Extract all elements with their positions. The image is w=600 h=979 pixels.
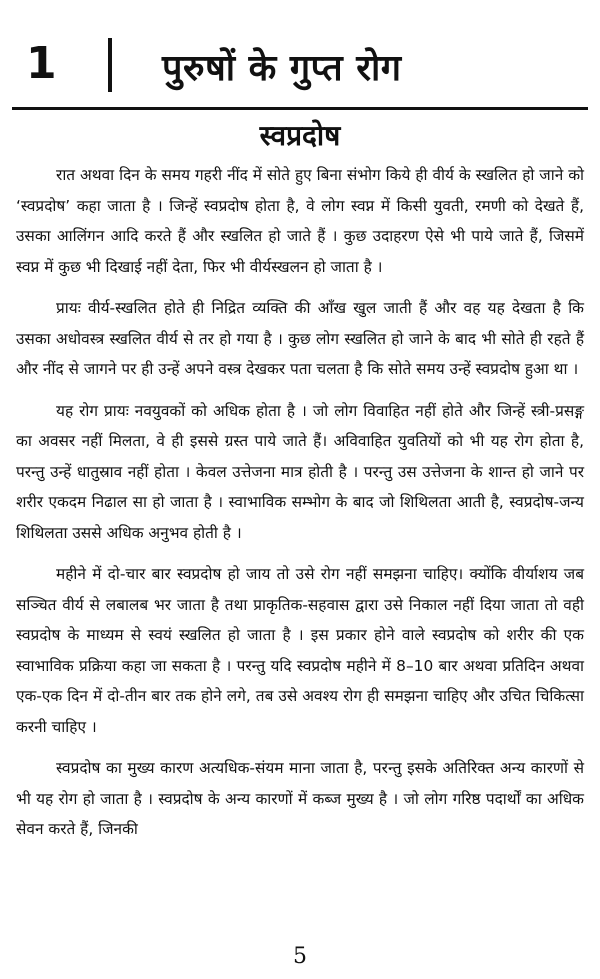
paragraph: स्वप्रदोष का मुख्य कारण अत्यधिक-संयम माना जाता है, परन्तु इसके अतिरिक्त अन्य कारणों से भी यह रोग हो जाता है । स्वप्रदोष के अन्य कारणों में कब्ज मुख्य है । जो लोग गरिष्ठ पदार्थों का अधिक सेवन करते हैं, जिनकी [16, 759, 584, 838]
chapter-header [12, 28, 588, 108]
header-rule [12, 107, 588, 110]
page-number: 5 [293, 944, 307, 969]
chapter-number: 1 [26, 38, 57, 89]
paragraph: रात अथवा दिन के समय गहरी नींद में सोते हुए बिना संभोग किये ही वीर्य के स्खलित हो जाने को ‘स्वप्रदोष’ कहा जाता है । जिन्हें स्वप्रदोष होता है, वे लोग स्वप्न में किसी युवती, रमणी को देखते हैं, उसका आलिंगन आदि करते हैं और स्खलित हो जाते हैं । कुछ उदाहरण ऐसे भी पाये जाते हैं, जिसमें स्वप्न में कुछ भी दिखाई नहीं देता, फिर भी वीर्यस्खलन हो जाता है । [16, 166, 584, 276]
paragraph: प्रायः वीर्य-स्खलित होते ही निद्रित व्यक्ति की आँख खुल जाती हैं और वह यह देखता है कि उसका अधोवस्त्र स्खलित वीर्य से तर हो गया है । कुछ लोग स्खलित हो जाने के बाद भी सोते ही रहते हैं और नींद से जागने पर ही उन्हें अपने वस्त्र देखकर पता चलता है कि सोते समय उन्हें स्वप्रदोष हुआ था । [16, 299, 584, 378]
section-title: स्वप्रदोष [259, 119, 341, 152]
paragraph: यह रोग प्रायः नवयुवकों को अधिक होता है । जो लोग विवाहित नहीं होते और जिन्हें स्त्री-प्रसङ्ग का अवसर नहीं मिलता, वे ही इससे ग्रस्त पाये जाते हैं। अविवाहित युवतियों को भी यह रोग होता है, परन्तु उन्हें धातुस्राव नहीं होता । केवल उत्तेजना मात्र होती है । परन्तु उस उत्तेजना के शान्त हो जाने पर शरीर एकदम निढाल सा हो जाता है । स्वाभाविक सम्भोग के बाद जो शिथिलता आती है, स्वप्रदोष-जन्य शिथिलता उससे अधिक अनुभव होती है । [16, 401, 584, 542]
chapter-separator [108, 38, 112, 92]
body-text [16, 160, 584, 856]
paragraph: महीने में दो-चार बार स्वप्रदोष हो जाय तो उसे रोग नहीं समझना चाहिए। क्योंकि वीर्याशय जब सञ्चित वीर्य से लबालब भर जाता है तथा प्राकृतिक-सहवास द्वारा उसे निकाल नहीं दिया जाता तो वही स्वप्रदोष के माध्यम से स्वयं स्खलित हो जाता है । इस प्रकार होने वाले स्वप्रदोष को शरीर की एक स्वाभाविक प्रक्रिया कहा जा सकता है । परन्तु यदि स्वप्रदोष महीने में 8–10 बार अथवा प्रतिदिन अथवा एक-एक दिन में दो-तीन बार तक होने लगे, तब उसे अवश्य रोग ही समझना चाहिए और उचित चिकित्सा करनी चाहिए । [16, 565, 584, 736]
chapter-title: पुरुषों के गुप्त रोग [162, 48, 402, 89]
